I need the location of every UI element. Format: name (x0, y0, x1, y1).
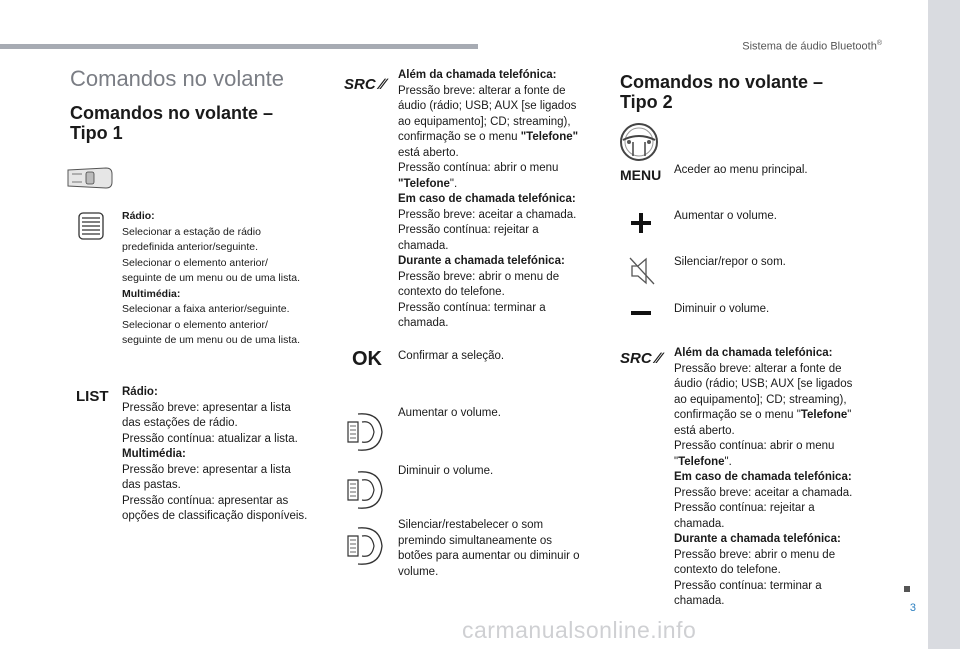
volume-up-control-icon (344, 410, 386, 454)
minus-text: Diminuir o volume. (674, 303, 770, 315)
src-button-icon-type2: SRC ∕∕ (620, 350, 661, 367)
ok-text: Confirmar a seleção. (398, 350, 505, 362)
plus-icon (630, 212, 652, 234)
steering-control-pod-icon (66, 166, 114, 190)
watermark: carmanualsonline.info (462, 617, 697, 643)
src-button-icon: SRC ∕∕ (344, 76, 385, 93)
menu-button-icon: MENU (620, 167, 662, 183)
page-title: Comandos no volante (70, 66, 285, 91)
steering-wheel-icon (619, 122, 659, 162)
mute-control-icon (344, 524, 386, 568)
list-button-icon: LIST (76, 388, 109, 405)
menu-text: Aceder ao menu principal. (674, 164, 808, 176)
mute-text-type2: Silenciar/repor o som. (674, 256, 786, 268)
running-header: Sistema de áudio Bluetooth® (742, 40, 882, 53)
type1-heading: Comandos no volante – Tipo 1 (70, 103, 274, 143)
thumbwheel-icon (78, 212, 104, 240)
src-block-text-type2: Além da chamada telefónica: Pressão breve: alterar a fonte de áudio (rádio; USB; AUX [se ligados ao equipamento]; CD; streaming), confirmação se o menu "Telefone" está aberto. Pressão contínua: abrir o menu "Telefone". Em caso de chamada telefónica: Pressão breve: aceitar a chamada. Pressão contínua: rejeitar a chamada. Durante a chamada telefónica: Pressão breve: abrir o menu de contexto do telefone. Pressão contínua: terminar a chamada. (674, 347, 853, 607)
page-marker (904, 586, 910, 592)
page-number: 3 (909, 602, 916, 614)
mute-icon (628, 256, 656, 286)
ok-button-icon: OK (352, 348, 382, 370)
radio-block-text: Rádio: Selecionar a estação de rádio predefinida anterior/seguinte. Selecionar o elemento anterior/ seguinte de um menu ou de uma lista. Multimédia: Selecionar a faixa anterior/seguinte. Selecionar o elemento anterior/ seguinte de um menu ou de uma lista. (122, 210, 301, 346)
type2-heading: Comandos no volante – Tipo 2 (620, 72, 824, 112)
plus-text: Aumentar o volume. (674, 210, 777, 222)
minus-icon (630, 308, 652, 318)
vol-up-text: Aumentar o volume. (398, 407, 501, 419)
vol-down-text: Diminuir o volume. (398, 465, 494, 477)
header-rule (0, 44, 478, 49)
list-block-text: Rádio: Pressão breve: apresentar a lista das estações de rádio. Pressão contínua: atualizar a lista. Multimédia: Pressão breve: apresentar a lista das pastas. Pressão contínua: apresentar as opções de classificação disponíveis. (122, 386, 308, 522)
volume-down-control-icon (344, 468, 386, 512)
page-side-band (928, 0, 960, 649)
src-block-text: Além da chamada telefónica: Pressão breve: alterar a fonte de áudio (rádio; USB; AUX [se ligados ao equipamento]; CD; streaming), confirmação se o menu "Telefone" está aberto. Pressão contínua: abrir o menu "Telefone". Em caso de chamada telefónica: Pressão breve: aceitar a chamada. Pressão contínua: rejeitar a chamada. Durante a chamada telefónica: Pressão breve: abrir o menu de contexto do telefone. Pressão contínua: terminar a chamada. (398, 69, 579, 329)
mute-text: Silenciar/restabelecer o som premindo simultaneamente os botões para aumentar ou diminuir o volume. (398, 519, 580, 578)
